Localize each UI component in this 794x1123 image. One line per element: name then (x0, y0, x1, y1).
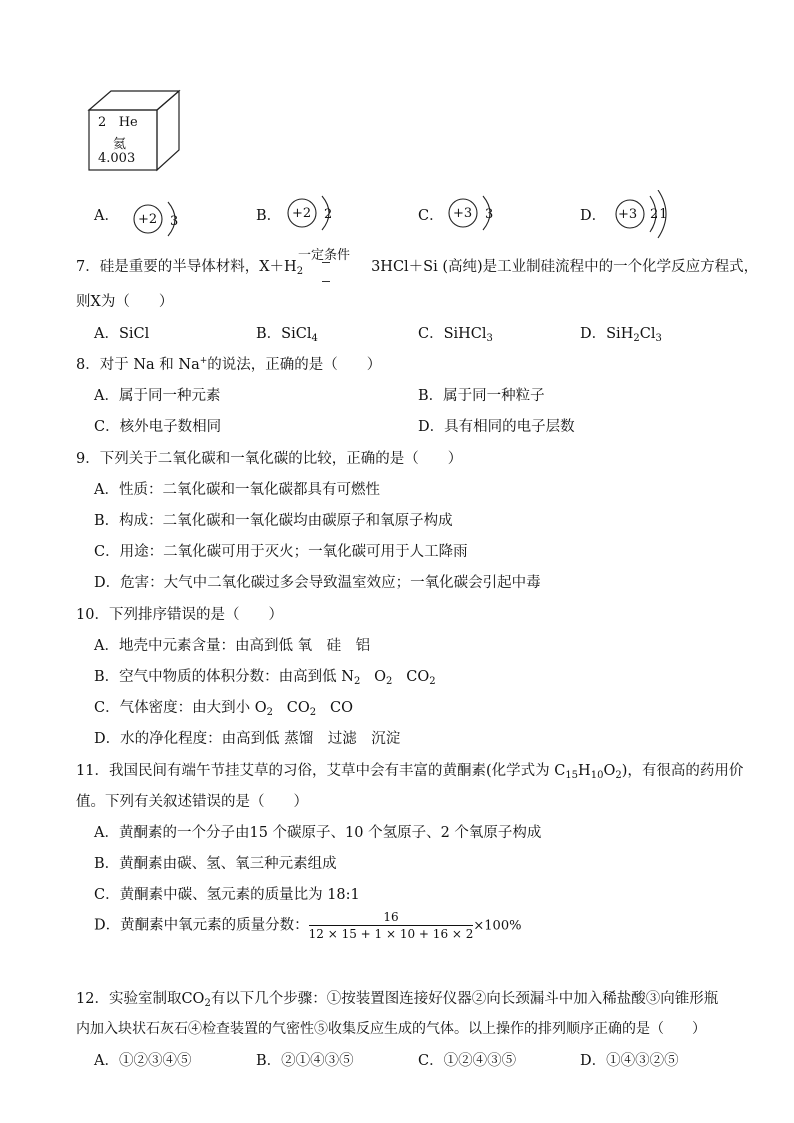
q9-option-c: C．用途：二氧化碳可用于灭火；一氧化碳可用于人工降雨 (94, 544, 468, 560)
q6-option-c-nucleus: +3 (453, 206, 473, 221)
q10-option-c: C．气体密度：由大到小 $O_2$ $CO_2$ CO (94, 700, 353, 718)
q11-fraction (309, 910, 474, 941)
q6-option-d-label: D． (580, 208, 607, 224)
q7-stem-line1 (76, 255, 758, 277)
q7-stem-a: 7．硅是重要的半导体材料，X＋H (76, 259, 297, 275)
q6-option-b-shells: 2 (324, 207, 333, 222)
q8-option-a: A．属于同一种元素 (94, 388, 221, 404)
q6-option-a-label: A． (94, 208, 119, 224)
q6-option-a-nucleus: +2 (138, 212, 158, 227)
q10-option-a: A．地壳中元素含量：由高到低 氧 硅 铝 (94, 638, 371, 654)
q12-option-a: A．①②③④⑤ (94, 1053, 192, 1069)
q12-option-b: B．②①④③⑤ (256, 1053, 354, 1069)
q9-option-b: B．构成：二氧化碳和一氧化碳均由碳原子和氧原子构成 (94, 513, 453, 529)
q6-option-c-shells: 3 (485, 207, 494, 222)
q8-option-c: C．核外电子数相同 (94, 419, 222, 435)
q6-option-b-nucleus: +2 (292, 206, 312, 221)
q8-stem: 8．对于 Na 和 Na+的说法，正确的是（ ） (76, 356, 382, 373)
q7-arrow-dash-1 (322, 262, 330, 263)
q6-option-d-shells: 21 (650, 207, 669, 222)
q6-option-c-label: C． (418, 208, 444, 224)
q7-reaction-condition: 一定条件 (298, 248, 351, 263)
q12-option-d: D．①④③②⑤ (580, 1053, 679, 1069)
q9-stem: 9．下列关于二氧化碳和一氧化碳的比较，正确的是（ ） (76, 451, 463, 467)
q11-option-a: A．黄酮素的一个分子由15 个碳原子、10 个氢原子、2 个氧原子构成 (94, 825, 542, 841)
q12-option-c: C．①②④③⑤ (418, 1053, 517, 1069)
q7-stem-b: 3HCl＋Si (高纯)是工业制硅流程中的一个化学反应方程式， (371, 259, 759, 275)
q11-option-c: C．黄酮素中碳、氢元素的质量比为 18:1 (94, 887, 360, 903)
q7-stem-line2: 则X为（ ） (76, 294, 174, 310)
element-number: 2 (98, 115, 107, 130)
q12-stem-line2: 内加入块状石灰石④检查装置的气密性⑤收集反应生成的气体。以上操作的排列顺序正确的是（ ） (76, 1021, 706, 1037)
q8-option-b: B．属于同一种粒子 (418, 388, 545, 404)
q7-option-c: C．SiHCl$_3$ (418, 326, 493, 344)
q11-stem-line2: 值。下列有关叙述错误的是（ ） (76, 794, 308, 810)
q6-option-a-shells: 3 (170, 214, 179, 229)
q6-option-b-label: B． (256, 208, 282, 224)
q11-fraction-denominator: 12 × 15 + 1 × 10 + 16 × 2 (308, 927, 474, 941)
q11-option-d (94, 910, 521, 941)
q7-option-d: D．$SiH_2Cl_3$ (580, 326, 662, 344)
element-mass: 4.003 (98, 151, 136, 166)
q9-option-a: A．性质：二氧化碳和一氧化碳都具有可燃性 (94, 482, 380, 498)
q7-option-b: B．SiCl$_4$ (256, 326, 318, 344)
q10-option-b: B．空气中物质的体积分数：由高到低 $N_2$ $O_2$ $CO_2$ (94, 669, 436, 687)
q11-option-d-text: D．黄酮素中氧元素的质量分数： (94, 917, 309, 934)
q11-option-d-percent: ×100% (473, 918, 522, 934)
q10-option-d: D．水的净化程度：由高到低 蒸馏 过滤 沉淀 (94, 731, 401, 747)
q7-option-a: A．SiCl (94, 326, 150, 342)
element-symbol: He (118, 115, 138, 130)
q10-stem: 10．下列排序错误的是（ ） (76, 607, 283, 623)
q7-arrow-dash-2 (322, 281, 330, 282)
q6-option-d-nucleus: +3 (618, 207, 638, 222)
q8-option-d: D．具有相同的电子层数 (418, 419, 575, 435)
q9-option-d: D．危害：大气中二氧化碳过多会导致温室效应；一氧化碳会引起中毒 (94, 575, 541, 591)
q12-stem-line1: 12．实验室制取$CO_2$有以下几个步骤：①按装置图连接好仪器②向长颈漏斗中加入稀盐酸③向锥形瓶 (76, 991, 719, 1009)
q11-stem-line1: 11．我国民间有端午节挂艾草的习俗，艾草中会有丰富的黄酮素(化学式为 $C_{15}H_{10}O_2$)，有很高的药用价 (76, 763, 744, 781)
q11-fraction-numerator: 16 (309, 910, 474, 926)
q11-option-b: B．黄酮素由碳、氢、氧三种元素组成 (94, 856, 337, 872)
element-number-symbol (98, 115, 138, 130)
q7-h-sub: 2 (296, 266, 304, 277)
element-name: 氦 (113, 137, 127, 152)
